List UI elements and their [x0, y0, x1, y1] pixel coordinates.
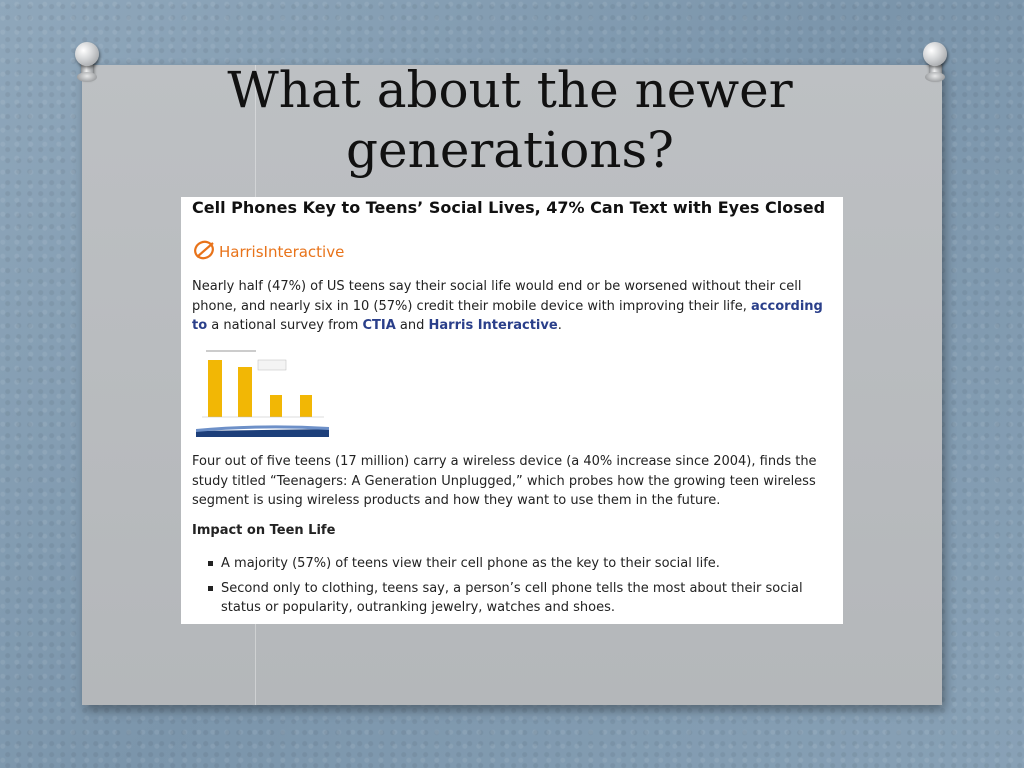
article-clipping — [181, 197, 843, 624]
harris-interactive-link[interactable]: Harris Interactive — [428, 318, 558, 333]
according-to-link[interactable]: according to — [192, 298, 823, 333]
slide-title: What about the newer generations? — [227, 61, 793, 179]
pushpin-right-icon — [920, 42, 950, 82]
impact-bullet-list — [221, 554, 821, 623]
ctia-link[interactable]: CTIA — [362, 318, 396, 333]
chart-bar-1 — [208, 360, 222, 417]
harris-logo-mark-icon — [193, 239, 219, 261]
chart-bar-3 — [270, 395, 282, 417]
survey-chart-thumbnail — [196, 345, 329, 437]
logo-wordmark: HarrisInteractive — [219, 243, 345, 261]
list-item: Second only to clothing, teens say, a person’s cell phone tells the most about their social status or popularity, outranking jewelry, watches and shoes. — [221, 579, 821, 618]
pushpin-left-icon — [72, 42, 102, 82]
article-headline: Cell Phones Key to Teens’ Social Lives, 47% Can Text with Eyes Closed — [192, 198, 826, 217]
section-heading: Impact on Teen Life — [192, 523, 336, 538]
harris-interactive-logo — [193, 239, 363, 265]
list-item: A majority (57%) of teens view their cell phone as the key to their social life. — [221, 554, 821, 574]
study-paragraph: Four out of five teens (17 million) carry a wireless device (a 40% increase since 2004), finds the study titled “Teenagers: A Generation Unplugged,” which probes how the growing teen wireless segment is using wireless products and how they want to use them in the future. — [192, 454, 817, 508]
chart-bar-2 — [238, 367, 252, 417]
chart-bar-4 — [300, 395, 312, 417]
intro-paragraph: Nearly half (47%) of US teens say their social life would end or be worsened without their cell phone, and nearly six in 10 (57%) credit their mobile device with improving their life, according to a national survey from CTIA and Harris Interactive. — [192, 279, 823, 333]
